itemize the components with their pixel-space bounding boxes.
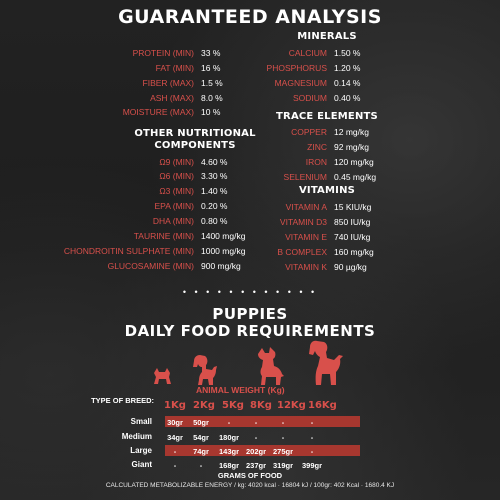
other-heading-line1: OTHER NUTRITIONAL bbox=[134, 128, 256, 139]
nutrient-label: GLUCOSAMINE (MIN) bbox=[107, 261, 194, 271]
nutrient-value: 900 mg/kg bbox=[201, 261, 241, 271]
grams-cell: - bbox=[281, 433, 285, 442]
nutrient-label: COPPER bbox=[291, 127, 327, 137]
puppies-heading: PUPPIES bbox=[212, 305, 288, 323]
vitamin-row bbox=[0, 231, 500, 244]
nutrient-label: IRON bbox=[305, 157, 327, 167]
nutrient-label: VITAMIN A bbox=[285, 202, 327, 212]
breed-label: Giant bbox=[131, 460, 152, 469]
nutrient-value: 92 mg/kg bbox=[334, 142, 369, 152]
grams-cell: - bbox=[310, 447, 314, 456]
trace-heading: TRACE ELEMENTS bbox=[276, 111, 378, 122]
other-heading-line2: COMPONENTS bbox=[154, 140, 236, 151]
grams-cell: 54gr bbox=[193, 433, 209, 442]
weight-header: 8Kg bbox=[250, 400, 272, 411]
nutrient-value: 0.40 % bbox=[334, 93, 361, 103]
nutrient-value: 160 mg/kg bbox=[334, 247, 374, 257]
nutrient-value: 850 IU/kg bbox=[334, 217, 371, 227]
minerals-heading: MINERALS bbox=[297, 31, 357, 42]
nutrient-label: Ω3 (MIN) bbox=[159, 186, 194, 196]
nutrient-label: CALCIUM bbox=[288, 48, 327, 58]
nutrient-value: 1400 mg/kg bbox=[201, 231, 246, 241]
weight-header: 1Kg bbox=[164, 400, 186, 411]
other-row bbox=[0, 185, 500, 198]
grams-cell: - bbox=[254, 418, 258, 427]
grams-cell: - bbox=[281, 418, 285, 427]
mineral-row bbox=[0, 77, 500, 90]
grams-cell: 399gr bbox=[301, 461, 322, 470]
grams-cell: - bbox=[254, 433, 258, 442]
vitamins-heading: VITAMINS bbox=[298, 185, 356, 196]
nutrient-label: PHOSPHORUS bbox=[266, 63, 327, 73]
grams-cell: 319gr bbox=[272, 461, 293, 470]
dot-divider: • • • • • • • • • • • • bbox=[182, 287, 318, 297]
vitamin-row bbox=[0, 201, 500, 214]
mineral-row bbox=[0, 47, 500, 60]
medium-dog-icon bbox=[190, 352, 220, 386]
nutrient-value: 0.45 mg/kg bbox=[334, 172, 377, 182]
trace-row bbox=[0, 171, 500, 184]
nutrient-value: 8.0 % bbox=[201, 93, 223, 103]
nutrient-value: 740 IU/kg bbox=[334, 232, 371, 242]
grams-cell: 168gr bbox=[218, 461, 239, 470]
nutrient-label: SODIUM bbox=[293, 93, 327, 103]
nutrient-value: 0.80 % bbox=[201, 216, 228, 226]
breed-label: Medium bbox=[121, 432, 152, 441]
nutrient-label: DHA (MIN) bbox=[152, 216, 194, 226]
nutrient-value: 4.60 % bbox=[201, 157, 228, 167]
grams-cell: 74gr bbox=[193, 447, 209, 456]
mineral-row bbox=[0, 62, 500, 75]
trace-row bbox=[0, 141, 500, 154]
grams-cell: - bbox=[310, 433, 314, 442]
page-title: GUARANTEED ANALYSIS bbox=[118, 6, 382, 28]
nutrient-value: 120 mg/kg bbox=[334, 157, 374, 167]
nutrient-label: VITAMIN D3 bbox=[279, 217, 327, 227]
grams-of-food-label: GRAMS OF FOOD bbox=[217, 471, 283, 480]
breed-label: Small bbox=[130, 417, 152, 426]
nutrient-label: ZINC bbox=[307, 142, 327, 152]
nutrient-value: 1.40 % bbox=[201, 186, 228, 196]
guaranteed-row bbox=[0, 106, 500, 119]
grams-cell: 34gr bbox=[167, 433, 183, 442]
nutrient-label: MAGNESIUM bbox=[274, 78, 327, 88]
weight-header: 2Kg bbox=[193, 400, 215, 411]
nutrient-label: VITAMIN E bbox=[285, 232, 327, 242]
nutrient-value: 90 µg/kg bbox=[334, 262, 367, 272]
small-dog-icon bbox=[150, 362, 174, 386]
trace-row bbox=[0, 156, 500, 169]
nutrient-value: 1.20 % bbox=[334, 63, 361, 73]
nutrient-label: SELENIUM bbox=[283, 172, 327, 182]
weight-header: 16Kg bbox=[308, 400, 337, 411]
grams-cell: 50gr bbox=[193, 418, 209, 427]
grams-cell: 202gr bbox=[245, 447, 266, 456]
nutrient-label: EPA (MIN) bbox=[154, 201, 194, 211]
vitamin-row bbox=[0, 216, 500, 229]
grams-cell: 180gr bbox=[218, 433, 239, 442]
nutrient-value: 1.5 % bbox=[201, 78, 223, 88]
grams-cell: 143gr bbox=[218, 447, 239, 456]
giant-dog-icon bbox=[305, 336, 345, 386]
nutrient-label: MOISTURE (MAX) bbox=[122, 107, 194, 117]
nutrient-value: 3.30 % bbox=[201, 171, 228, 181]
large-dog-icon bbox=[254, 346, 286, 386]
nutrient-label: PROTEIN (MIN) bbox=[132, 48, 194, 58]
nutrient-label: VITAMIN K bbox=[285, 262, 327, 272]
grams-cell: - bbox=[173, 461, 177, 470]
grams-cell: - bbox=[173, 447, 177, 456]
grams-cell: - bbox=[310, 418, 314, 427]
nutrient-value: 1000 mg/kg bbox=[201, 246, 246, 256]
vitamin-row bbox=[0, 246, 500, 259]
grams-cell: 30gr bbox=[167, 418, 183, 427]
nutrient-label: Ω9 (MIN) bbox=[159, 157, 194, 167]
nutrient-label: TAURINE (MIN) bbox=[133, 231, 194, 241]
type-of-breed-label: TYPE OF BREED: bbox=[91, 396, 154, 405]
nutrient-value: 0.20 % bbox=[201, 201, 228, 211]
trace-row bbox=[0, 126, 500, 139]
nutrient-value: 0.14 % bbox=[334, 78, 361, 88]
daily-food-heading: DAILY FOOD REQUIREMENTS bbox=[124, 322, 376, 340]
grams-cell: - bbox=[199, 461, 203, 470]
breed-label: Large bbox=[130, 446, 152, 455]
nutrient-value: 12 mg/kg bbox=[334, 127, 369, 137]
nutrient-label: ASH (MAX) bbox=[150, 93, 194, 103]
nutrient-label: CHONDROITIN SULPHATE (MIN) bbox=[63, 246, 194, 256]
energy-footer: CALCULATED METABOLIZABLE ENERGY / kg: 4020 kcal · 16804 kJ / 100gr: 402 Kcal · 1680.4 KJ bbox=[105, 482, 395, 489]
nutrient-value: 15 KIU/kg bbox=[334, 202, 372, 212]
grams-cell: - bbox=[227, 418, 231, 427]
nutrient-value: 16 % bbox=[201, 63, 221, 73]
grams-cell: 275gr bbox=[272, 447, 293, 456]
vitamin-row bbox=[0, 261, 500, 274]
nutrient-label: B COMPLEX bbox=[277, 247, 327, 257]
nutrient-label: Ω6 (MIN) bbox=[159, 171, 194, 181]
weight-header: 5Kg bbox=[222, 400, 244, 411]
weight-header: 12Kg bbox=[277, 400, 306, 411]
nutrient-value: 1.50 % bbox=[334, 48, 361, 58]
nutrient-label: FIBER (MAX) bbox=[142, 78, 194, 88]
nutrient-value: 33 % bbox=[201, 48, 221, 58]
grams-cell: 237gr bbox=[245, 461, 266, 470]
mineral-row bbox=[0, 92, 500, 105]
nutrient-value: 10 % bbox=[201, 107, 221, 117]
animal-weight-label: ANIMAL WEIGHT (Kg) bbox=[196, 385, 285, 395]
nutrient-label: FAT (MIN) bbox=[155, 63, 194, 73]
